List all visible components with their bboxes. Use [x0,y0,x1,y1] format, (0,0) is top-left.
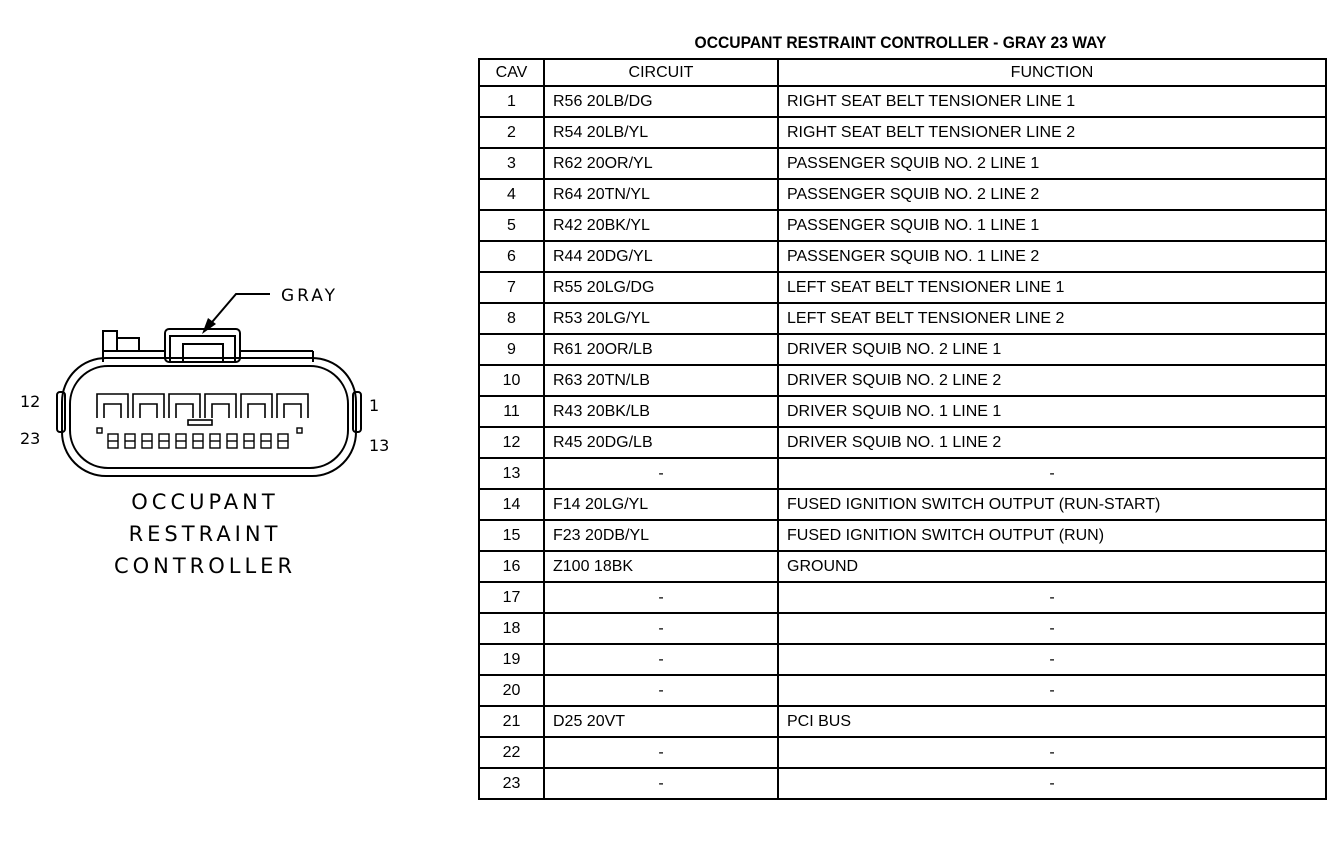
function-cell: PASSENGER SQUIB NO. 2 LINE 2 [778,179,1326,210]
table-row [479,334,1326,365]
cav-cell: 4 [479,179,544,210]
table-row [479,179,1326,210]
header-circuit: CIRCUIT [544,59,778,86]
circuit-cell: - [544,582,778,613]
cav-cell: 9 [479,334,544,365]
circuit-cell: R55 20LG/DG [544,272,778,303]
table-row [479,148,1326,179]
function-cell: DRIVER SQUIB NO. 1 LINE 1 [778,396,1326,427]
header-cav: CAV [479,59,544,86]
header-function: FUNCTION [778,59,1326,86]
table-row [479,365,1326,396]
table-row [479,551,1326,582]
circuit-cell: F23 20DB/YL [544,520,778,551]
circuit-cell: - [544,644,778,675]
cav-cell: 22 [479,737,544,768]
cavity-row-lower [97,428,302,448]
table-row [479,520,1326,551]
function-cell: - [778,613,1326,644]
function-cell: - [778,458,1326,489]
circuit-cell: - [544,768,778,799]
function-cell: - [778,737,1326,768]
table-row [479,117,1326,148]
function-cell: - [778,768,1326,799]
function-cell: RIGHT SEAT BELT TENSIONER LINE 1 [778,86,1326,117]
table-row [479,272,1326,303]
cav-cell: 7 [479,272,544,303]
pin-label-13: 13 [369,436,390,455]
cav-cell: 21 [479,706,544,737]
table-row [479,210,1326,241]
table-row [479,86,1326,117]
circuit-cell: R64 20TN/YL [544,179,778,210]
cav-cell: 16 [479,551,544,582]
function-cell: LEFT SEAT BELT TENSIONER LINE 1 [778,272,1326,303]
cav-cell: 15 [479,520,544,551]
table-row [479,768,1326,799]
pin-label-1: 1 [369,396,380,415]
circuit-cell: R44 20DG/YL [544,241,778,272]
circuit-cell: R62 20OR/YL [544,148,778,179]
cav-cell: 20 [479,675,544,706]
function-cell: LEFT SEAT BELT TENSIONER LINE 2 [778,303,1326,334]
table-row [479,396,1326,427]
function-cell: PCI BUS [778,706,1326,737]
cav-cell: 19 [479,644,544,675]
cav-cell: 14 [479,489,544,520]
table-row [479,303,1326,334]
table-body [479,86,1326,799]
pin-label-23: 23 [20,429,41,448]
table-row [479,241,1326,272]
connector-caption-line-3: CONTROLLER [113,554,297,578]
table-title: OCCUPANT RESTRAINT CONTROLLER - GRAY 23 WAY [694,33,1107,52]
function-cell: - [778,582,1326,613]
connector-body [57,358,361,476]
table-row [479,489,1326,520]
cav-cell: 18 [479,613,544,644]
function-cell: - [778,675,1326,706]
table-row [479,675,1326,706]
cav-cell: 5 [479,210,544,241]
cav-cell: 11 [479,396,544,427]
circuit-cell: R42 20BK/YL [544,210,778,241]
circuit-cell: - [544,458,778,489]
circuit-cell: D25 20VT [544,706,778,737]
cav-cell: 17 [479,582,544,613]
circuit-cell: R45 20DG/LB [544,427,778,458]
pinout-table [478,58,1327,800]
table-row [479,644,1326,675]
function-cell: RIGHT SEAT BELT TENSIONER LINE 2 [778,117,1326,148]
circuit-cell: R61 20OR/LB [544,334,778,365]
connector-caption-line-1: OCCUPANT [131,490,279,514]
table-row [479,458,1326,489]
circuit-cell: R63 20TN/LB [544,365,778,396]
table-row [479,737,1326,768]
function-cell: GROUND [778,551,1326,582]
circuit-cell: - [544,675,778,706]
function-cell: DRIVER SQUIB NO. 1 LINE 2 [778,427,1326,458]
circuit-cell: Z100 18BK [544,551,778,582]
circuit-cell: - [544,613,778,644]
connector-diagram [0,0,470,860]
cav-cell: 13 [479,458,544,489]
function-cell: DRIVER SQUIB NO. 2 LINE 1 [778,334,1326,365]
cavity-row-upper [97,394,308,425]
function-cell: PASSENGER SQUIB NO. 1 LINE 2 [778,241,1326,272]
circuit-cell: R56 20LB/DG [544,86,778,117]
table-row [479,613,1326,644]
cav-cell: 6 [479,241,544,272]
cav-cell: 1 [479,86,544,117]
circuit-cell: R43 20BK/LB [544,396,778,427]
circuit-cell: - [544,737,778,768]
cav-cell: 8 [479,303,544,334]
table-row [479,427,1326,458]
function-cell: FUSED IGNITION SWITCH OUTPUT (RUN-START) [778,489,1326,520]
connector-color-label: GRAY [281,286,338,306]
cav-cell: 12 [479,427,544,458]
cav-cell: 3 [479,148,544,179]
function-cell: FUSED IGNITION SWITCH OUTPUT (RUN) [778,520,1326,551]
function-cell: PASSENGER SQUIB NO. 2 LINE 1 [778,148,1326,179]
pin-label-12: 12 [20,392,41,411]
cav-cell: 2 [479,117,544,148]
circuit-cell: R53 20LG/YL [544,303,778,334]
function-cell: DRIVER SQUIB NO. 2 LINE 2 [778,365,1326,396]
table-row [479,582,1326,613]
table-row [479,706,1326,737]
circuit-cell: R54 20LB/YL [544,117,778,148]
connector-caption-line-2: RESTRAINT [128,522,282,546]
circuit-cell: F14 20LG/YL [544,489,778,520]
table-header-row [479,59,1326,86]
function-cell: - [778,644,1326,675]
cav-cell: 10 [479,365,544,396]
cav-cell: 23 [479,768,544,799]
function-cell: PASSENGER SQUIB NO. 1 LINE 1 [778,210,1326,241]
